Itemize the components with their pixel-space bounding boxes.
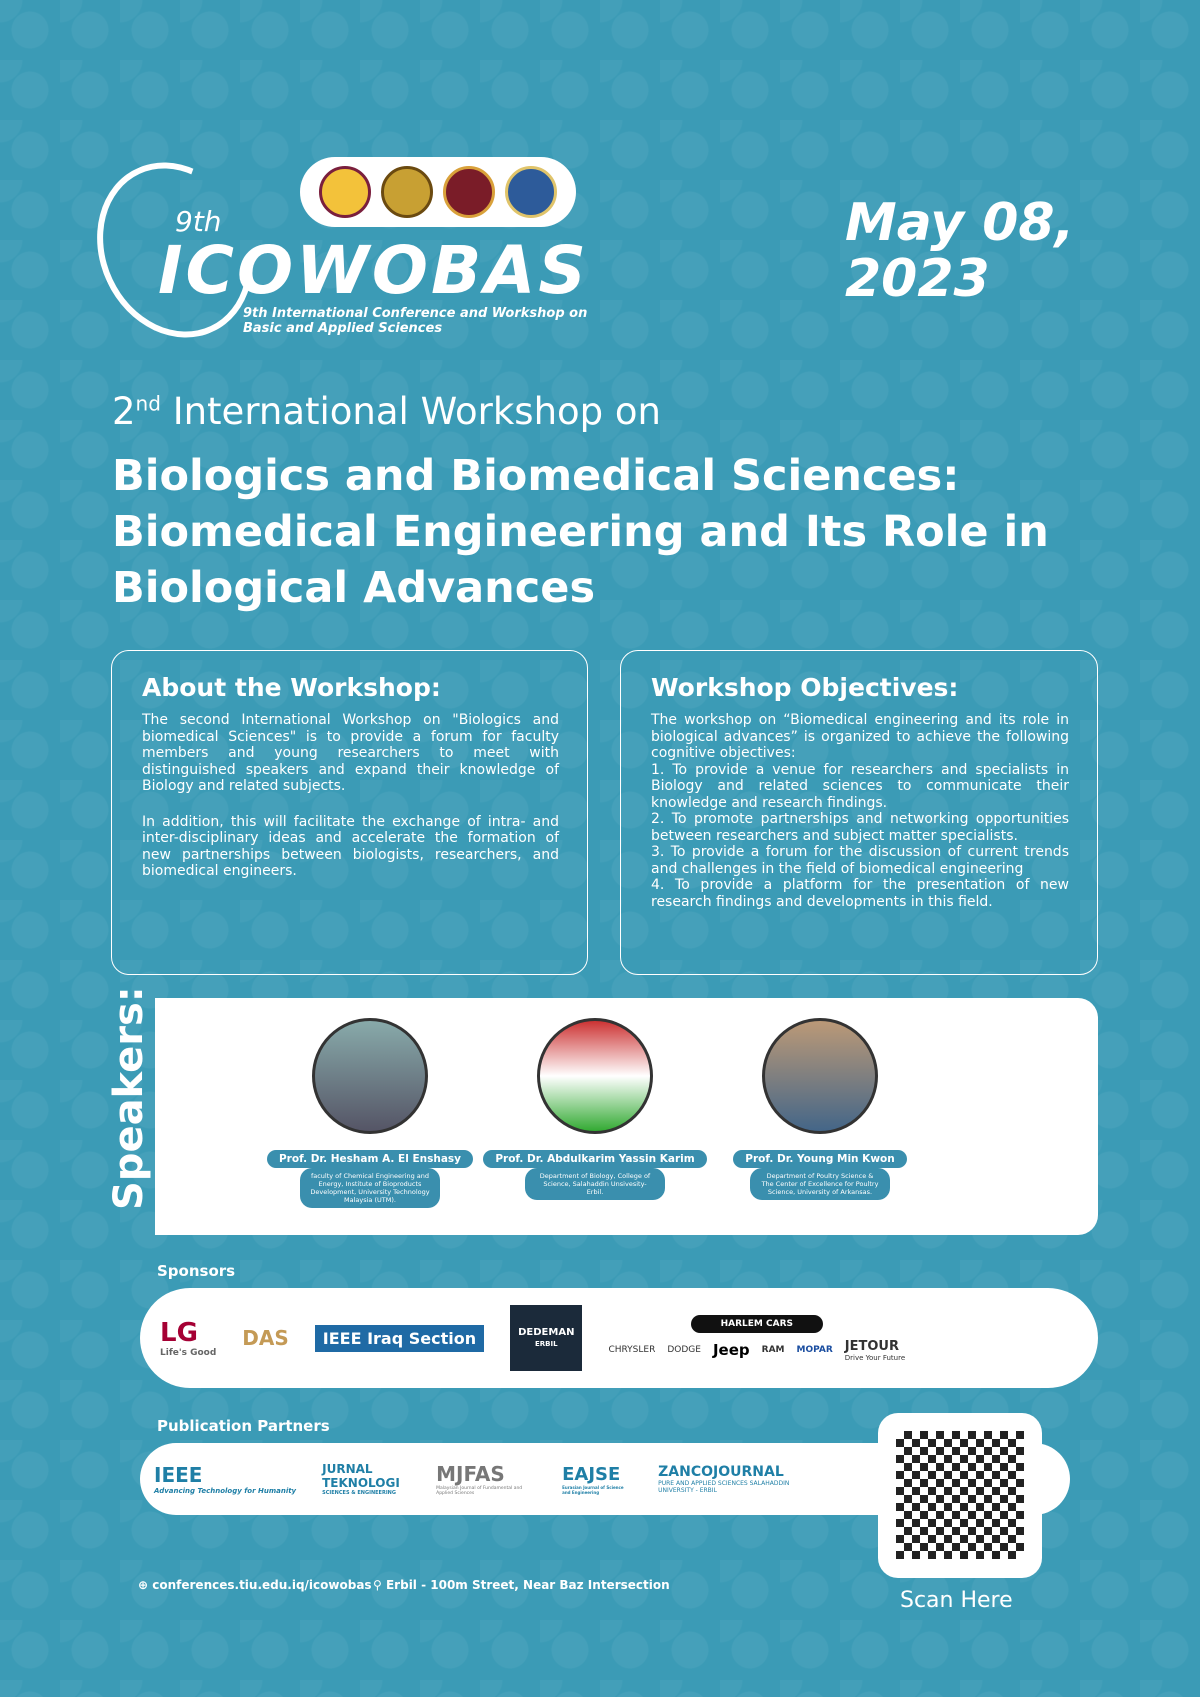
pre-text: International Workshop on [172, 390, 661, 433]
dedeman-logo: DEDEMAN ERBIL [510, 1305, 582, 1371]
ordinal-suffix: nd [135, 391, 161, 416]
about-paragraph: In addition, this will facilitate the exchange of intra- and inter-disciplinary ideas and accelerate the formation of new partnerships between biologists, researchers, and biomedical engineers. [142, 813, 559, 879]
jurnal-teknologi-logo: JURNAL TEKNOLOGI SCIENCES & ENGINEERING [322, 1462, 400, 1496]
harlem-cars-logo: HARLEM CARS [691, 1315, 823, 1333]
address [373, 1578, 670, 1592]
mopar-logo: MOPAR [796, 1345, 833, 1355]
logo-subtitle [243, 306, 587, 336]
about-paragraph: The second International Workshop on "Biologics and biomedical Sciences" is to provide a forum for faculty members and young researchers to meet with distinguished speakers and expand their knowledge of Biology and related subjects. [142, 712, 559, 794]
logo-edition: 9th [175, 205, 222, 238]
website[interactable] [138, 1578, 372, 1592]
logo-acronym: ICOWOBAS [158, 232, 589, 309]
tiu-seal [319, 166, 371, 218]
speaker-photo [762, 1018, 878, 1134]
dodge-logo: DODGE [667, 1345, 701, 1355]
date-line: May 08, [845, 193, 1075, 253]
speaker-name: Prof. Dr. Hesham A. El Enshasy [267, 1150, 473, 1168]
zanco-journal-logo: ZANCOJOURNAL PURE AND APPLIED SCIENCES SALAHADDIN UNIVERSITY - ERBIL [658, 1464, 790, 1494]
event-date [845, 195, 1074, 307]
workshop-pre-title [112, 390, 661, 433]
jeep-logo: Jeep [712, 1341, 750, 1359]
objective-item: 1. To provide a venue for researchers and specialists in Biology and related sciences to communicate their knowledge and research findings. [651, 761, 1069, 811]
speaker-affiliation: faculty of Chemical Engineering and Energy, Institute of Bioproducts Development, University Technology Malaysia (UTM). [300, 1168, 440, 1208]
objectives-title: Workshop Objectives: [651, 673, 959, 702]
university-seal [443, 166, 495, 218]
eajse-logo: EAJSE Eurasian Journal of Science and Engineering [562, 1463, 624, 1495]
about-title: About the Workshop: [142, 673, 441, 702]
university-seal [381, 166, 433, 218]
speaker-name: Prof. Dr. Abdulkarim Yassin Karim [483, 1150, 706, 1168]
workshop-title: Biologics and Biomedical Sciences: Biomedical Engineering and Its Role in Biological Advances [112, 451, 1049, 613]
sponsors-label: Sponsors [157, 1262, 236, 1280]
ordinal: 2 [112, 390, 136, 433]
globe-icon: ⊕ [138, 1578, 149, 1592]
speaker-card [495, 1018, 695, 1200]
ieee-iraq-logo: IEEE Iraq Section [315, 1325, 484, 1352]
date-year: 2023 [845, 249, 990, 309]
speaker-photo [537, 1018, 653, 1134]
logo-subtitle-line: 9th International Conference and Workshop on [243, 306, 588, 321]
sponsors-strip [140, 1288, 1098, 1388]
objective-item: 2. To promote partnerships and networking opportunities between researchers and subject matter specialists. [651, 811, 1069, 844]
university-seal [505, 166, 557, 218]
speaker-card [720, 1018, 920, 1200]
speaker-affiliation: Department of Biology, College of Science, Salahaddin Unsivesity- Erbil. [525, 1168, 665, 1200]
ram-logo: RAM [761, 1345, 785, 1355]
objectives-box [620, 650, 1098, 975]
website-text: conferences.tiu.edu.iq/icowobas [152, 1578, 372, 1592]
speaker-affiliation: Department of Poultry Science & The Center of Excellence for Poultry Science, University of Arkansas. [750, 1168, 890, 1200]
speakers-panel [155, 998, 1098, 1235]
logo-subtitle-line: Basic and Applied Sciences [243, 321, 443, 336]
location-pin-icon: ⚲ [373, 1578, 382, 1592]
speaker-card [270, 1018, 470, 1208]
about-box [111, 650, 588, 975]
jetour-logo: JETOUR Drive Your Future [844, 1338, 906, 1362]
qr-code[interactable] [878, 1413, 1042, 1578]
mjfas-logo: MJFAS Malaysian Journal of Fundamental and Applied Sciences [436, 1462, 523, 1496]
address-text: Erbil - 100m Street, Near Baz Intersection [385, 1578, 670, 1592]
partners-label: Publication Partners [157, 1417, 330, 1435]
objective-item: 4. To provide a platform for the presentation of new research findings and developments in this field. [651, 877, 1069, 910]
objectives-intro: The workshop on “Biomedical engineering and its role in biological advances” is organized to achieve the following cognitive objectives: [651, 712, 1069, 761]
speakers-label: Speakers: [106, 986, 152, 1210]
chrysler-logo: CHRYSLER [608, 1345, 656, 1355]
partner-seals [300, 157, 576, 227]
lg-logo: LG Life's Good [160, 1318, 217, 1358]
speaker-name: Prof. Dr. Young Min Kwon [733, 1150, 906, 1168]
auto-brands [608, 1315, 905, 1362]
ieee-logo: IEEE Advancing Technology for Humanity [154, 1463, 297, 1495]
das-logo: DAS [242, 1326, 289, 1350]
speaker-photo [312, 1018, 428, 1134]
objective-item: 3. To provide a forum for the discussion of current trends and challenges in the field of biomedical engineering [651, 844, 1069, 877]
scan-here-label: Scan Here [900, 1588, 1013, 1613]
qr-pattern [896, 1431, 1024, 1559]
